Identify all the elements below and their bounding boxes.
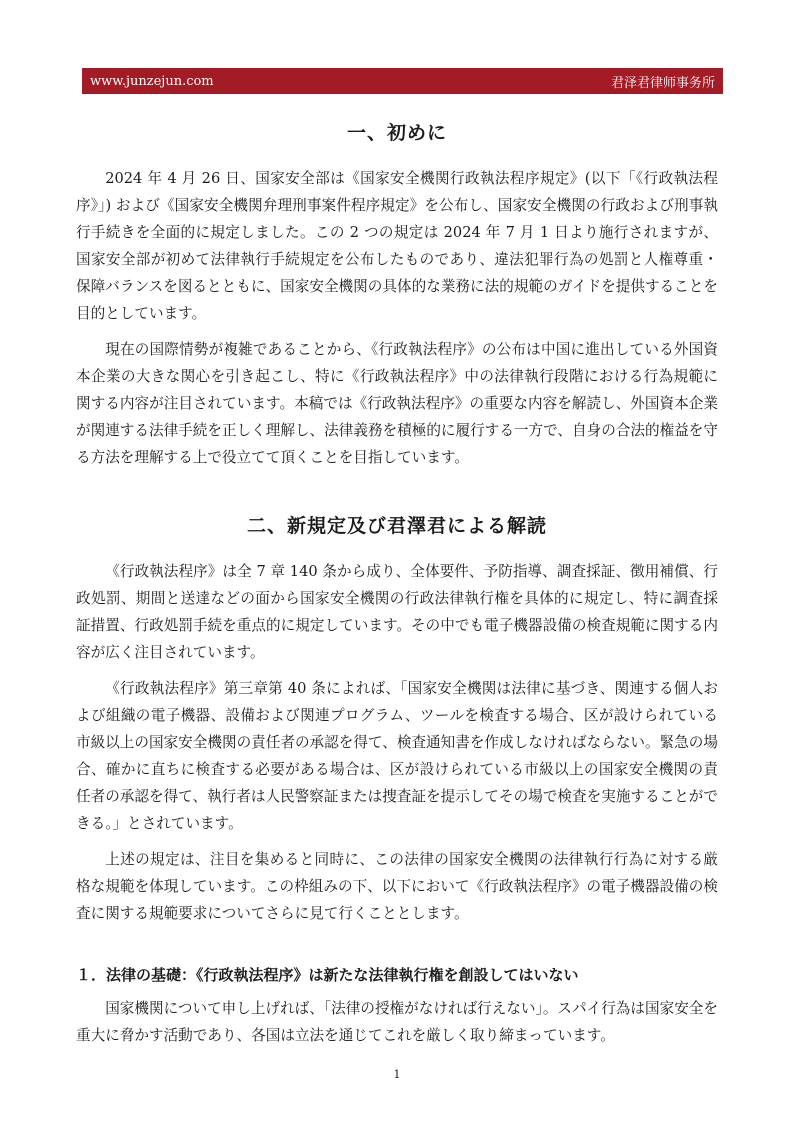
subsection-title-1: １．法律の基礎：《行政執法程序》は新たな法律執行権を創設してはいない [76, 966, 579, 984]
analysis-paragraph: 上述の規定は、注目を集めると同時に、この法律の国家安全機関の法律執行行為に対する厳格な規範を体現しています。この枠組みの下、以下において《行政執法程序》の電子機器設備の検査に関する規範要求についてさらに見て行くこととします。 [76, 851, 718, 922]
website-link[interactable]: www.junzejun.com [90, 73, 214, 89]
analysis-paragraph: 《行政執法程序》は全 7 章 140 条から成り、全体要件、予防指導、調査採証、徴用補償、行政処罰、期間と送達などの面から国家安全機関の行政法律執行権を具体的に規定し、特に調査採証措置、行政処罰手続を重点的に規定しています。その中でも電子機器設備の検査規範に関する内容が広く注目されています。 [76, 563, 718, 661]
analysis-paragraph: 《行政執法程序》第三章第 40 条によれば、「国家安全機関は法律に基づき、関連する個人および組織の電子機器、設備および関連プログラム、ツールを検査する場合、区が設けられている市級以上の国家安全機関の責任者の承認を得て、検査通知書を作成しなければならない。緊急の場合、確かに直ちに検査する必要がある場合は、区が設けられている市級以上の国家安全機関の責任者の承認を得て、執行者は人民警察証または捜査証を提示してその場で検査を実施することができる。」とされています。 [76, 680, 718, 832]
intro-paragraph: 現在の国際情勢が複雑であることから、《行政執法程序》の公布は中国に進出している外国資本企業の大きな関心を引き起こし、特に《行政執法程序》中の法律執行段階における行為規範に関する内容が注目されています。本稿では《行政執法程序》の重要な内容を解読し、外国資本企業が関連する法律手続を正しく理解し、法律義務を積極的に履行する一方で、自身の合法的権益を守る方法を理解する上で役立てて頂くことを目指しています。 [76, 341, 718, 466]
section-title-intro: 一、初めに [346, 122, 447, 144]
document-body [76, 112, 718, 1058]
page-number: 1 [393, 1068, 401, 1081]
header-bar [82, 68, 723, 94]
firm-name: 君泽君律师事务所 [610, 75, 715, 91]
section-title-analysis: 二、新規定及び君澤君による解読 [246, 515, 547, 537]
intro-paragraph: 2024 年 4 月 26 日、国家安全部は《国家安全機関行政執法程序規定》(以下「《行政執法程序》」) および《国家安全機関弁理刑事案件程序規定》を公布し、国家安全機関の行政および刑事執行手続きを全面的に規定しました。この 2 つの規定は 2024 年 7 月 1 日より施行されますが、国家安全部が初めて法律執行手続規定を公布したものであり、違法犯罪行為の処罰と人権尊重・保障バランスを図るとともに、国家安全機関の具体的な業務に法的規範のガイドを提供することを目的としています。 [76, 170, 718, 322]
subsection-paragraph: 国家機関について申し上げれば、「法律の授権がなければ行えない」。スパイ行為は国家安全を重大に脅かす活動であり、各国は立法を通じてこれを厳しく取り締まっています。 [76, 1000, 718, 1044]
